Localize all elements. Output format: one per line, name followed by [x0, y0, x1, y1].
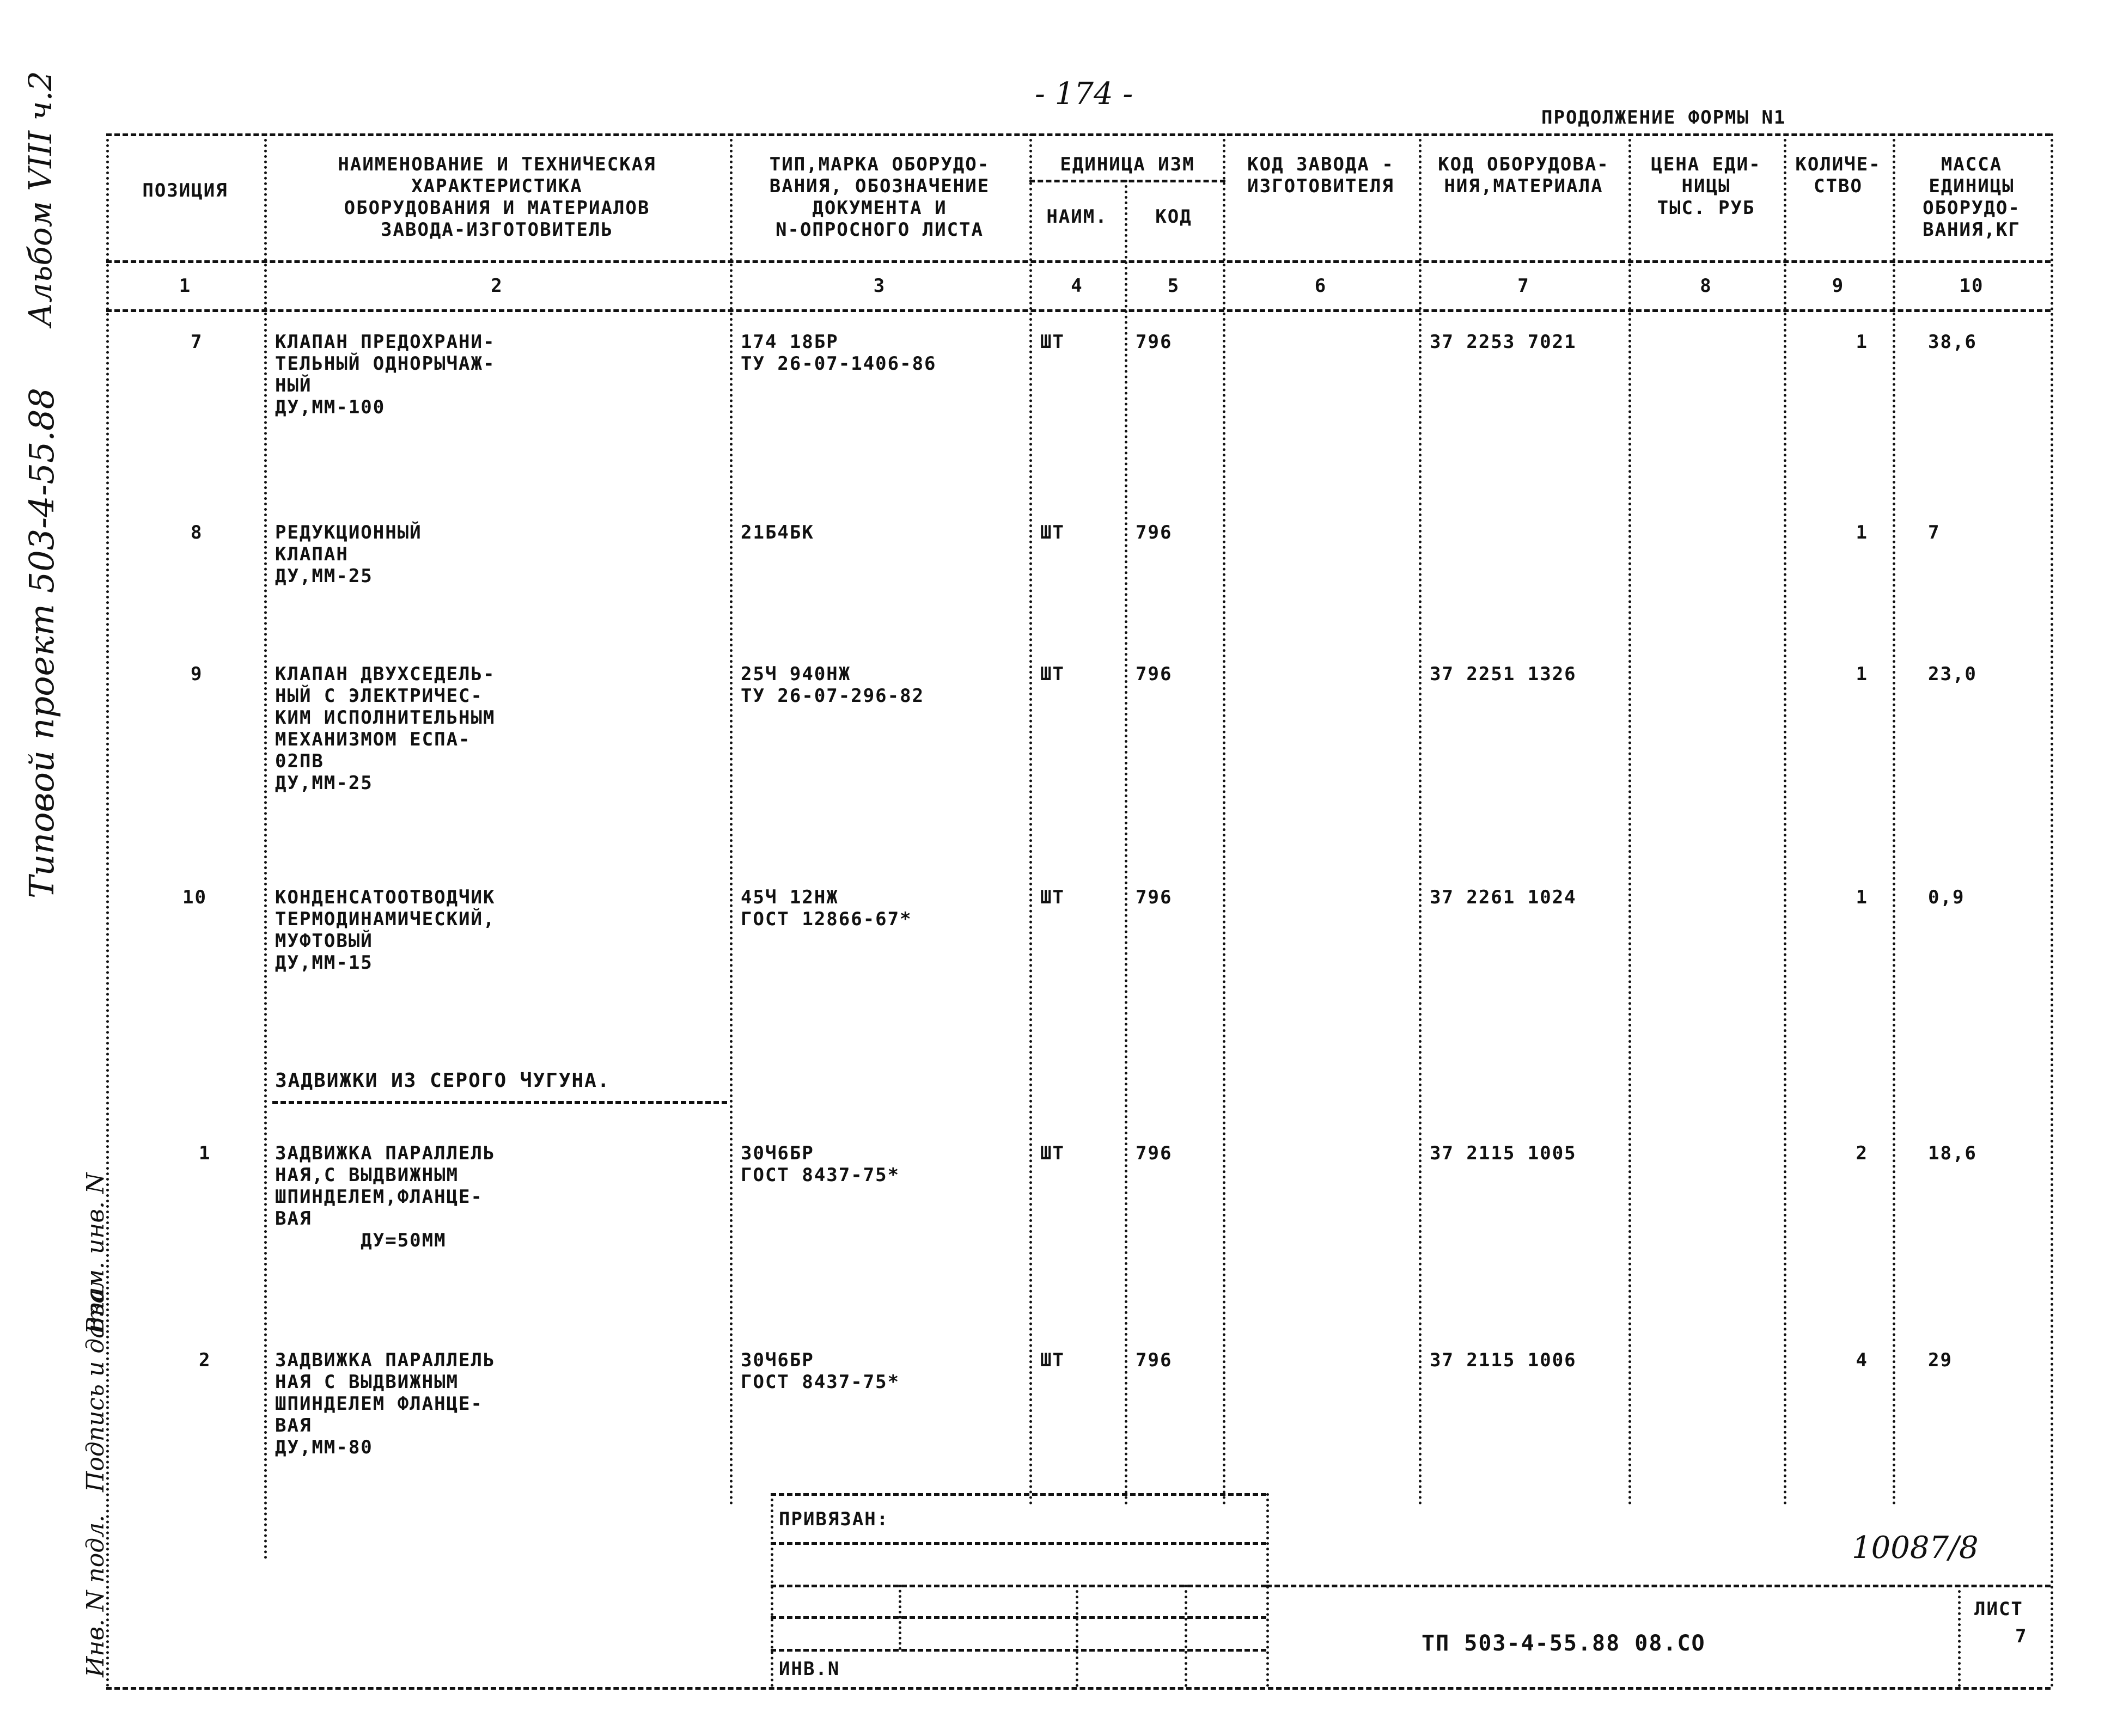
stamp-col-c: [1185, 1585, 1187, 1687]
col-border-7: [1628, 133, 1631, 1506]
row-pos: 1: [199, 1142, 211, 1164]
colnum-4: 4: [1071, 275, 1083, 297]
col-border-1: [264, 133, 267, 1560]
row-pos: 9: [191, 663, 203, 685]
row-mass: 7: [1928, 522, 1941, 543]
row-qty: 1: [1856, 887, 1868, 908]
colnum-8: 8: [1700, 275, 1712, 297]
row-name: КОНДЕНСАТООТВОДЧИК ТЕРМОДИНАМИЧЕСКИЙ, МУФТОВЫЙ ДУ,ММ-15: [275, 887, 496, 974]
header-col-7: КОД ОБОРУДОВА- НИЯ,МАТЕРИАЛА: [1438, 154, 1609, 197]
stamp-line-1: [771, 1542, 1266, 1545]
colnum-3: 3: [873, 275, 886, 297]
row-unit: ШТ: [1040, 1349, 1065, 1371]
row-unit-code: 796: [1136, 1349, 1173, 1371]
stamp-top-border: [771, 1493, 1266, 1496]
row-pos: 7: [191, 331, 203, 353]
row-equip-code: 37 2115 1005: [1430, 1142, 1577, 1164]
row-name: ЗАДВИЖКА ПАРАЛЛЕЛЬ НАЯ С ВЫДВИЖНЫМ ШПИНДЕЛЕМ ФЛАНЦЕ- ВАЯ ДУ,ММ-80: [275, 1349, 496, 1458]
row-unit-code: 796: [1136, 1142, 1173, 1164]
col-border-5: [1223, 133, 1225, 1506]
sheet-number: 7: [2015, 1625, 2028, 1647]
handwritten-number: 10087/8: [1852, 1530, 1979, 1566]
stamp-privyazan: ПРИВЯЗАН:: [779, 1508, 889, 1530]
colnum-9: 9: [1832, 275, 1845, 297]
header-col-4: НАИМ.: [1046, 206, 1108, 228]
inv-side-label: Инв. N подл.: [82, 1514, 109, 1677]
table-top-border: [106, 133, 2051, 136]
colnum-7: 7: [1517, 275, 1530, 297]
row-name: РЕДУКЦИОННЫЙ КЛАПАН ДУ,ММ-25: [275, 522, 422, 587]
document-code: ТП 503-4-55.88 08.СО: [1422, 1631, 1706, 1656]
album-side-label: Альбом VIII ч.2: [22, 71, 59, 327]
page-number: - 174 -: [1035, 76, 1133, 112]
col-border-9: [1893, 133, 1895, 1506]
replace-side-label: Взам. инв. N: [82, 1172, 109, 1334]
header-col-8: ЦЕНА ЕДИ- НИЦЫ ТЫС. РУБ: [1651, 154, 1761, 219]
column-numbers-border: [106, 309, 2051, 312]
row-unit: ШТ: [1040, 522, 1065, 543]
row-unit-code: 796: [1136, 522, 1173, 543]
section-title-underline: [272, 1101, 727, 1104]
row-equip-code: 37 2251 1326: [1430, 663, 1577, 685]
header-bottom-border: [106, 260, 2051, 263]
section-title: ЗАДВИЖКИ ИЗ СЕРОГО ЧУГУНА.: [275, 1069, 611, 1092]
row-type: 174 18БР ТУ 26-07-1406-86: [741, 331, 937, 375]
stamp-inv-no: ИНВ.N: [779, 1658, 840, 1680]
stamp-col-b: [1076, 1585, 1078, 1687]
row-pos: 10: [182, 887, 207, 908]
stamp-col-a: [899, 1585, 901, 1650]
row-pos: 2: [199, 1349, 211, 1371]
row-unit: ШТ: [1040, 663, 1065, 685]
row-mass: 23,0: [1928, 663, 1977, 685]
stamp-right-border: [1266, 1493, 1269, 1687]
col-border-2: [730, 133, 733, 1506]
row-mass: 0,9: [1928, 887, 1965, 908]
row-type: 25Ч 940НЖ ТУ 26-07-296-82: [741, 663, 925, 707]
colnum-10: 10: [1959, 275, 1984, 297]
sheet-label: ЛИСТ: [1974, 1598, 2023, 1620]
header-col-10: МАССА ЕДИНИЦЫ ОБОРУДО- ВАНИЯ,КГ: [1923, 154, 2021, 241]
sign-side-label: Подпись и дата: [82, 1287, 109, 1492]
colnum-2: 2: [491, 275, 503, 297]
row-qty: 1: [1856, 663, 1868, 685]
unit-group-divider: [1029, 180, 1225, 182]
row-name: ЗАДВИЖКА ПАРАЛЛЕЛЬ НАЯ,С ВЫДВИЖНЫМ ШПИНДЕЛЕМ,ФЛАНЦЕ- ВАЯ ДУ=50ММ: [275, 1142, 496, 1251]
row-qty: 4: [1856, 1349, 1868, 1371]
row-name: КЛАПАН ПРЕДОХРАНИ- ТЕЛЬНЫЙ ОДНОРЫЧАЖ- НЫЙ ДУ,ММ-100: [275, 331, 496, 418]
row-unit-code: 796: [1136, 887, 1173, 908]
row-mass: 38,6: [1928, 331, 1977, 353]
row-name: КЛАПАН ДВУХСЕДЕЛЬ- НЫЙ С ЭЛЕКТРИЧЕС- КИМ ИСПОЛНИТЕЛЬНЫМ МЕХАНИЗМОМ ЕСПА- 02ПВ ДУ,ММ-25: [275, 663, 496, 794]
stamp-line-4: [771, 1649, 1266, 1652]
table-bottom-border: [106, 1687, 2051, 1690]
row-qty: 1: [1856, 331, 1868, 353]
stamp-line-3: [771, 1616, 1266, 1619]
header-col-6: КОД ЗАВОДА - ИЗГОТОВИТЕЛЯ: [1247, 154, 1394, 197]
header-col-2: НАИМЕНОВАНИЕ И ТЕХНИЧЕСКАЯ ХАРАКТЕРИСТИКА ОБОРУДОВАНИЯ И МАТЕРИАЛОВ ЗАВОДА-ИЗГОТОВИТЕЛЬ: [338, 154, 656, 241]
row-unit: ШТ: [1040, 1142, 1065, 1164]
col-border-3: [1029, 133, 1032, 1506]
continuation-title: ПРОДОЛЖЕНИЕ ФОРМЫ N1: [1541, 107, 1786, 129]
title-block-top: [1266, 1585, 2051, 1587]
col-border-6: [1419, 133, 1422, 1506]
stamp-line-2: [771, 1585, 1266, 1587]
row-qty: 2: [1856, 1142, 1868, 1164]
col-border-4: [1125, 180, 1127, 1506]
row-qty: 1: [1856, 522, 1868, 543]
header-col-3: ТИП,МАРКА ОБОРУДО- ВАНИЯ, ОБОЗНАЧЕНИЕ ДОКУМЕНТА И N-ОПРОСНОГО ЛИСТА: [769, 154, 990, 241]
row-equip-code: 37 2261 1024: [1430, 887, 1577, 908]
row-mass: 29: [1928, 1349, 1953, 1371]
project-side-label: Типовой проект 503-4-55.88: [22, 388, 62, 898]
stamp-left-border: [771, 1493, 773, 1687]
header-col-5: КОД: [1155, 206, 1192, 228]
colnum-6: 6: [1314, 275, 1327, 297]
row-equip-code: 37 2253 7021: [1430, 331, 1577, 353]
header-unit-group: ЕДИНИЦА ИЗМ: [1060, 154, 1195, 175]
header-col-1: ПОЗИЦИЯ: [142, 180, 228, 201]
colnum-5: 5: [1167, 275, 1180, 297]
row-unit-code: 796: [1136, 331, 1173, 353]
row-pos: 8: [191, 522, 203, 543]
row-type: 21Б4БК: [741, 522, 814, 543]
row-equip-code: 37 2115 1006: [1430, 1349, 1577, 1371]
row-unit: ШТ: [1040, 331, 1065, 353]
sheet-box-border: [1958, 1585, 1961, 1687]
col-border-0: [106, 133, 109, 1688]
row-mass: 18,6: [1928, 1142, 1977, 1164]
row-unit-code: 796: [1136, 663, 1173, 685]
col-border-10: [2051, 133, 2053, 1688]
colnum-1: 1: [179, 275, 192, 297]
row-type: 30Ч6БР ГОСТ 8437-75*: [741, 1349, 900, 1393]
header-col-9: КОЛИЧЕ- СТВО: [1795, 154, 1881, 197]
row-unit: ШТ: [1040, 887, 1065, 908]
row-type: 45Ч 12НЖ ГОСТ 12866-67*: [741, 887, 912, 930]
row-type: 30Ч6БР ГОСТ 8437-75*: [741, 1142, 900, 1186]
